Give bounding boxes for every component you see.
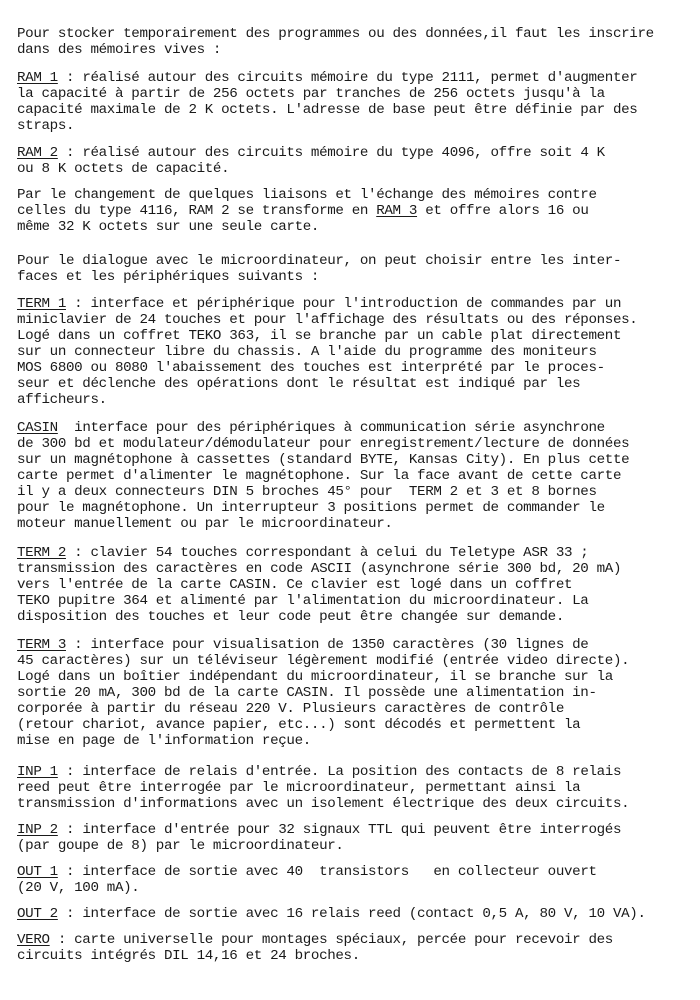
term3-line-1 bbox=[17, 637, 588, 653]
term2-term: TERM 2 bbox=[17, 545, 66, 561]
ram1-text: : réalisé autour des circuits mémoire du type 2111, permet d'augmenter bbox=[57, 70, 638, 86]
term1-text: : interface et périphérique pour l'introduction de commandes par un bbox=[65, 296, 622, 312]
inp2-text: : interface d'entrée pour 32 signaux TTL qui peuvent être interrogés bbox=[57, 822, 622, 838]
casin-line-1 bbox=[17, 420, 605, 436]
out2-term: OUT 2 bbox=[17, 906, 58, 922]
inp1-term: INP 1 bbox=[17, 764, 58, 780]
ram2-term: RAM 2 bbox=[17, 145, 58, 161]
out1-line-2: (20 V, 100 mA). bbox=[17, 880, 140, 896]
term3-line-7: mise en page de l'information reçue. bbox=[17, 733, 311, 749]
term1-line-6: seur et déclenche des opérations dont le résultat est indiqué par les bbox=[17, 376, 581, 392]
ram1-line-4: straps. bbox=[17, 118, 75, 134]
casin-line-6: pour le magnétophone. Un interrupteur 3 positions permet de commander le bbox=[17, 500, 605, 516]
vero-line-1 bbox=[17, 932, 613, 948]
intro-line-1: Pour stocker temporairement des programmes ou des données,il faut les inscrire bbox=[17, 26, 654, 42]
term2-line-1 bbox=[17, 545, 588, 561]
ram3-par-text-post: et offre alors 16 ou bbox=[417, 203, 589, 219]
term2-text: : clavier 54 touches correspondant à celui du Teletype ASR 33 ; bbox=[65, 545, 589, 561]
out1-line-1 bbox=[17, 864, 597, 880]
term1-line-4: sur un connecteur libre du chassis. A l'aide du programme des moniteurs bbox=[17, 344, 597, 360]
term2-line-5: disposition des touches et leur code peut être changée sur demande. bbox=[17, 609, 564, 625]
inp1-text: : interface de relais d'entrée. La position des contacts de 8 relais bbox=[57, 764, 622, 780]
term2-line-3: vers l'entrée de la carte CASIN. Ce clavier est logé dans un coffret bbox=[17, 577, 573, 593]
casin-line-3: sur un magnétophone à cassettes (standard BYTE, Kansas City). En plus cette bbox=[17, 452, 630, 468]
inp2-term: INP 2 bbox=[17, 822, 58, 838]
term1-line-7: afficheurs. bbox=[17, 392, 107, 408]
term3-text: : interface pour visualisation de 1350 caractères (30 lignes de bbox=[65, 637, 589, 653]
term3-line-2: 45 caractères) sur un téléviseur légèrement modifié (entrée video directe). bbox=[17, 653, 630, 669]
dialogue-line-2: faces et les périphériques suivants : bbox=[17, 269, 320, 285]
term1-line-5: MOS 6800 ou 8080 l'abaissement des touches est interprété par le proces- bbox=[17, 360, 605, 376]
dialogue-line-1: Pour le dialogue avec le microordinateur, on peut choisir entre les inter- bbox=[17, 253, 622, 269]
casin-line-5: il y a deux connecteurs DIN 5 broches 45° pour TERM 2 et 3 et 8 bornes bbox=[17, 484, 597, 500]
inp2-line-1 bbox=[17, 822, 621, 838]
term1-line-2: miniclavier de 24 touches et pour l'affichage des résultats ou des réponses. bbox=[17, 312, 638, 328]
ram3-par-text-pre: celles du type 4116, RAM 2 se transforme en bbox=[17, 203, 377, 219]
casin-line-4: carte permet d'alimenter le magnétophone. Sur la face avant de cette carte bbox=[17, 468, 622, 484]
term1-line-3: Logé dans un coffret TEKO 363, il se branche par un cable plat directement bbox=[17, 328, 622, 344]
ram1-line-3: capacité maximale de 2 K octets. L'adresse de base peut être définie par des bbox=[17, 102, 638, 118]
vero-term: VERO bbox=[17, 932, 50, 948]
ram1-line-1 bbox=[17, 70, 637, 86]
ram3-par-line-3: même 32 K octets sur une seule carte. bbox=[17, 219, 320, 235]
term2-line-4: TEKO pupitre 364 et alimenté par l'alimentation du microordinateur. La bbox=[17, 593, 589, 609]
term3-line-6: (retour chariot, avance papier, etc...) sont décodés et permettent la bbox=[17, 717, 581, 733]
out1-text: : interface de sortie avec 40 transistors en collecteur ouvert bbox=[57, 864, 597, 880]
casin-line-2: de 300 bd et modulateur/démodulateur pour enregistrement/lecture de données bbox=[17, 436, 630, 452]
ram3-par-line-2 bbox=[17, 203, 589, 219]
ram2-line-1 bbox=[17, 145, 605, 161]
out2-text: : interface de sortie avec 16 relais reed (contact 0,5 A, 80 V, 10 VA). bbox=[57, 906, 646, 922]
inp2-line-2: (par goupe de 8) par le microordinateur. bbox=[17, 838, 344, 854]
inp1-line-1 bbox=[17, 764, 621, 780]
inp1-line-2: reed peut être interrogée par le microordinateur, permettant ainsi la bbox=[17, 780, 581, 796]
ram3-par-line-1: Par le changement de quelques liaisons et l'échange des mémoires contre bbox=[17, 187, 597, 203]
term1-term: TERM 1 bbox=[17, 296, 66, 312]
out1-term: OUT 1 bbox=[17, 864, 58, 880]
term3-term: TERM 3 bbox=[17, 637, 66, 653]
ram1-term: RAM 1 bbox=[17, 70, 58, 86]
out2-line-1 bbox=[17, 906, 646, 922]
term2-line-2: transmission des caractères en code ASCII (asynchrone série 300 bd, 20 mA) bbox=[17, 561, 622, 577]
casin-line-7: moteur manuellement ou par le microordinateur. bbox=[17, 516, 393, 532]
vero-line-2: circuits intégrés DIL 14,16 et 24 broches. bbox=[17, 948, 360, 964]
ram2-text: : réalisé autour des circuits mémoire du type 4096, offre soit 4 K bbox=[57, 145, 605, 161]
casin-term: CASIN bbox=[17, 420, 58, 436]
term3-line-3: Logé dans un boîtier indépendant du microordinateur, il se branche sur la bbox=[17, 669, 613, 685]
vero-text: : carte universelle pour montages spéciaux, percée pour recevoir des bbox=[49, 932, 613, 948]
term1-line-1 bbox=[17, 296, 621, 312]
term3-line-4: sortie 20 mA, 300 bd de la carte CASIN. Il possède une alimentation in- bbox=[17, 685, 597, 701]
intro-line-2: dans des mémoires vives : bbox=[17, 42, 222, 58]
ram1-line-2: la capacité à partir de 256 octets par tranches de 256 octets jusqu'à la bbox=[17, 86, 605, 102]
ram2-line-2: ou 8 K octets de capacité. bbox=[17, 161, 230, 177]
inp1-line-3: transmission d'informations avec un isolement électrique des deux circuits. bbox=[17, 796, 630, 812]
ram3-term: RAM 3 bbox=[376, 203, 418, 219]
casin-text: interface pour des périphériques à communication série asynchrone bbox=[57, 420, 605, 436]
term3-line-5: corporée à partir du réseau 220 V. Plusieurs caractères de contrôle bbox=[17, 701, 564, 717]
